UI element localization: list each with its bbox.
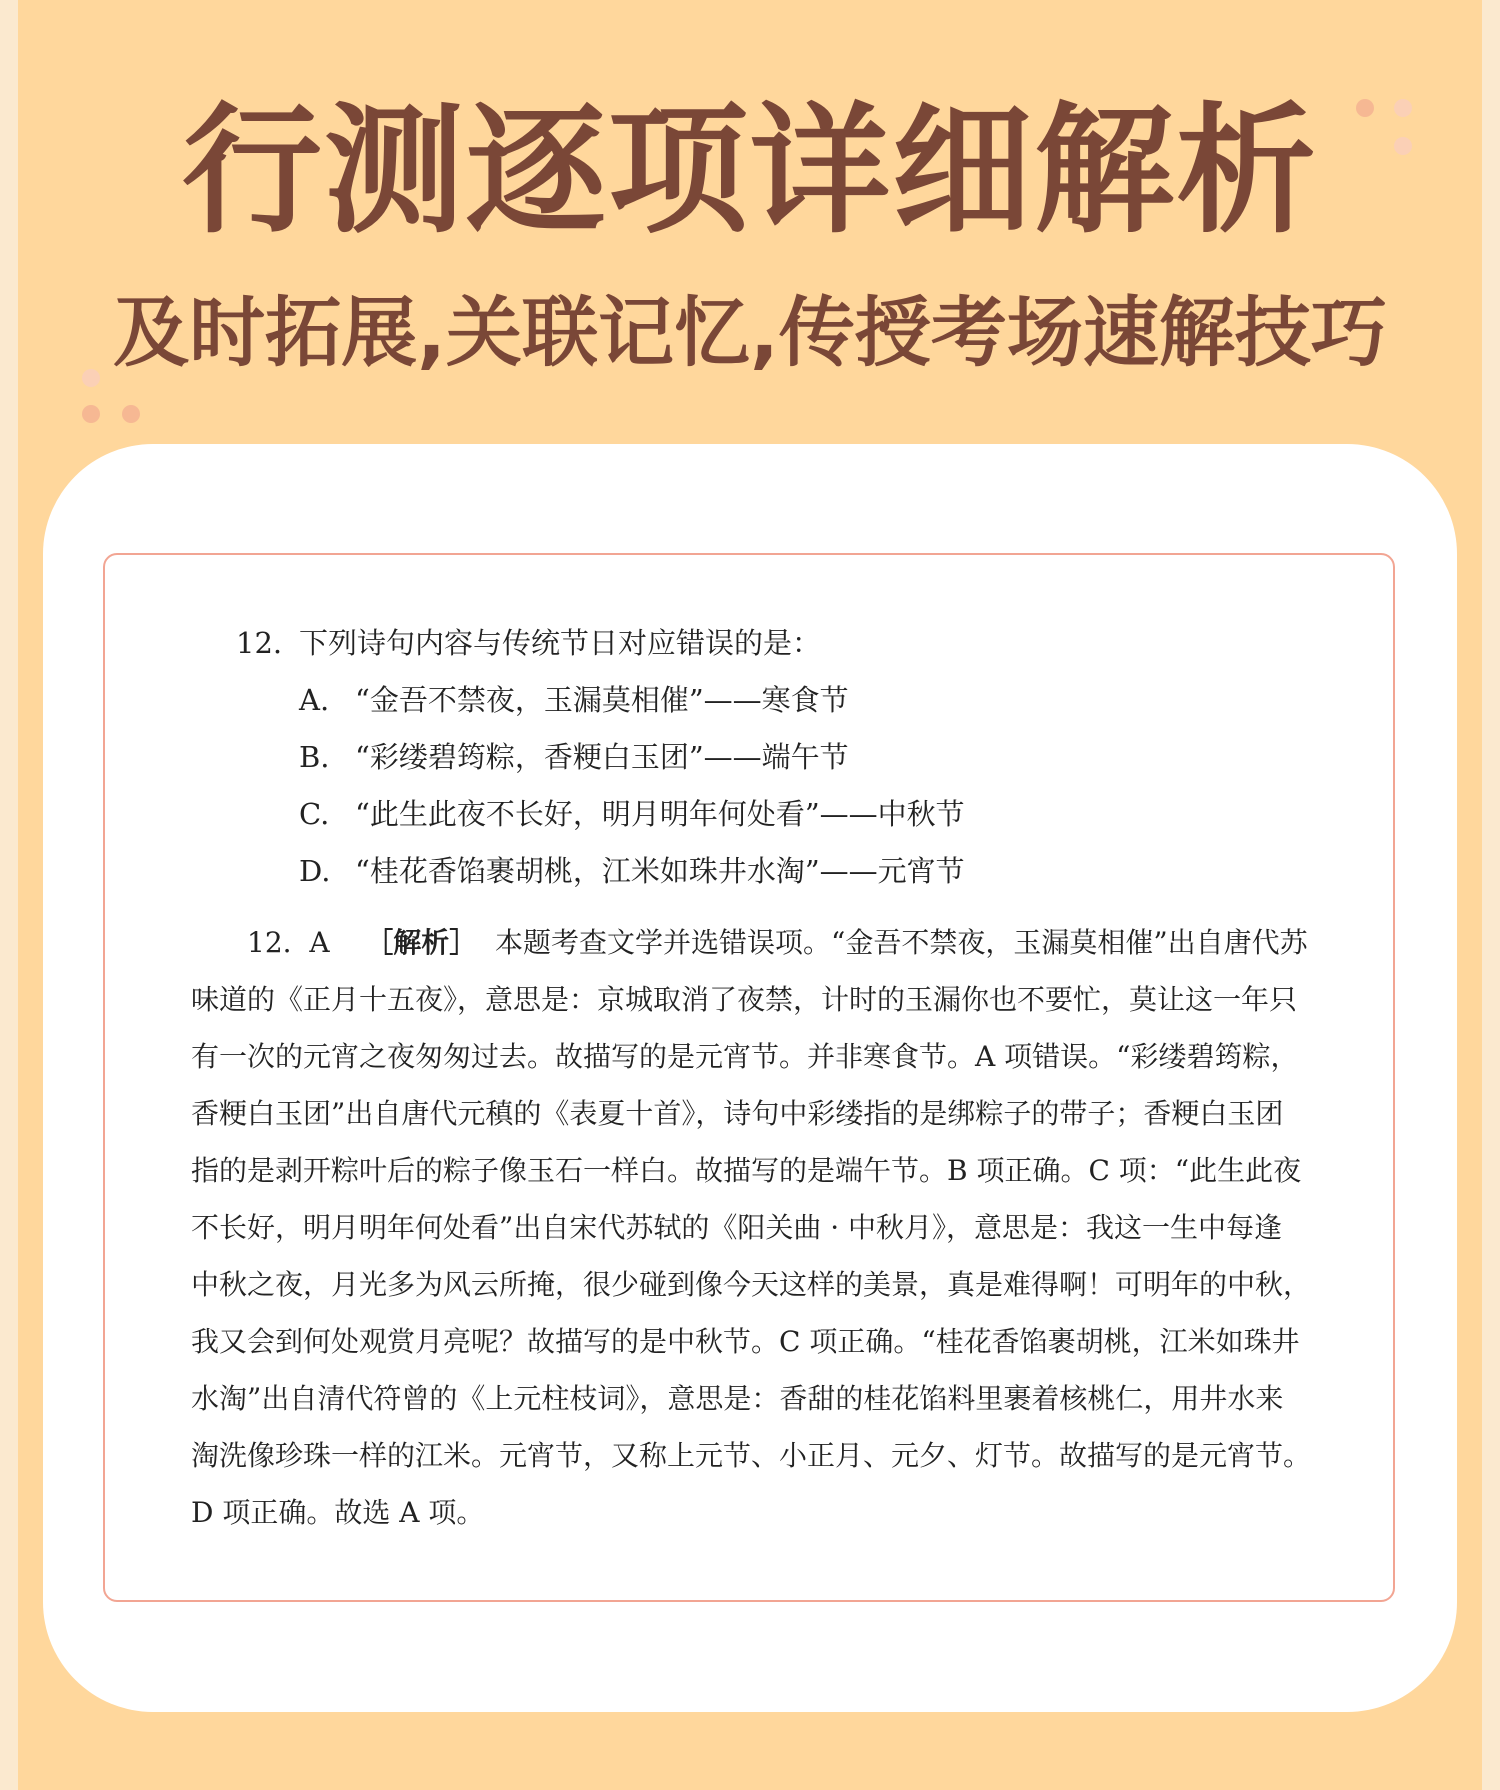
option-letter: A.: [299, 683, 330, 717]
decor-dot: [82, 405, 100, 423]
option-letter: B.: [299, 740, 330, 774]
option-d: [236, 843, 965, 900]
analysis-line: 味道的《正月十五夜》，意思是：京城取消了夜禁，计时的玉漏你也不要忙，莫让这一年只: [191, 983, 1298, 1016]
option-a: [236, 672, 965, 729]
analysis-line: 中秋之夜，月光多为风云所掩，很少碰到像今天这样的美景，真是难得啊！可明年的中秋，: [191, 1268, 1312, 1301]
content-card: [43, 444, 1457, 1712]
decor-dot: [122, 405, 140, 423]
option-text: “金吾不禁夜，玉漏莫相催”——寒食节: [355, 683, 849, 717]
option-letter: D.: [299, 854, 331, 888]
analysis-text: 本题考查文学并选错误项。“金吾不禁夜，玉漏莫相催”出自唐代苏: [495, 926, 1308, 959]
analysis-line: 水淘”出自清代符曾的《上元柱枝词》，意思是：香甜的桂花馅料里裹着核桃仁，用井水来: [191, 1382, 1284, 1415]
analysis-line: 香粳白玉团”出自唐代元稹的《表夏十首》，诗句中彩缕指的是绑粽子的带子；香粳白玉团: [191, 1097, 1284, 1130]
question-number: 12.: [236, 626, 283, 660]
analysis-line: D 项正确。故选 A 项。: [191, 1496, 485, 1529]
decor-dot: [1356, 99, 1374, 117]
analysis-line: 我又会到何处观赏月亮呢？故描写的是中秋节。C 项正确。“桂花香馅裹胡桃，江米如珠井: [191, 1325, 1300, 1358]
option-text: “彩缕碧筠粽，香粳白玉团”——端午节: [355, 740, 849, 774]
analysis-block: [191, 914, 1311, 1541]
analysis-line: [191, 914, 1311, 971]
analysis-line: 指的是剥开粽叶后的粽子像玉石一样白。故描写的是端午节。B 项正确。C 项：“此生此夜: [191, 1154, 1302, 1187]
question-stem: 下列诗句内容与传统节日对应错误的是：: [299, 626, 822, 660]
analysis-number: 12.: [247, 926, 292, 959]
analysis-line: 有一次的元宵之夜匆匆过去。故描写的是元宵节。并非寒食节。A 项错误。“彩缕碧筠粽，: [191, 1040, 1299, 1073]
page-title: 行测逐项详细解析: [181, 90, 1318, 253]
decor-dot: [82, 369, 100, 387]
left-edge-strip: [0, 0, 18, 1790]
right-edge-strip: [1482, 0, 1500, 1790]
option-b: [236, 729, 965, 786]
question-block: [236, 615, 965, 900]
analysis-tag: ［解析］: [365, 926, 478, 959]
option-letter: C.: [299, 797, 330, 831]
option-text: “此生此夜不长好，明月明年何处看”——中秋节: [355, 797, 965, 831]
question-frame: [103, 553, 1395, 1602]
decor-dot: [1394, 99, 1412, 117]
question-stem-line: [236, 615, 965, 672]
option-c: [236, 786, 965, 843]
analysis-line: 淘洗像珍珠一样的江米。元宵节，又称上元节、小正月、元夕、灯节。故描写的是元宵节。: [191, 1439, 1312, 1472]
page-subtitle: 及时拓展,关联记忆,传授考场速解技巧: [113, 288, 1387, 377]
analysis-answer: A: [309, 926, 330, 959]
decor-dot: [1394, 137, 1412, 155]
analysis-line: 不长好，明月明年何处看”出自宋代苏轼的《阳关曲 · 中秋月》，意思是：我这一生中每逢: [191, 1211, 1283, 1244]
option-text: “桂花香馅裹胡桃，江米如珠井水淘”——元宵节: [355, 854, 965, 888]
